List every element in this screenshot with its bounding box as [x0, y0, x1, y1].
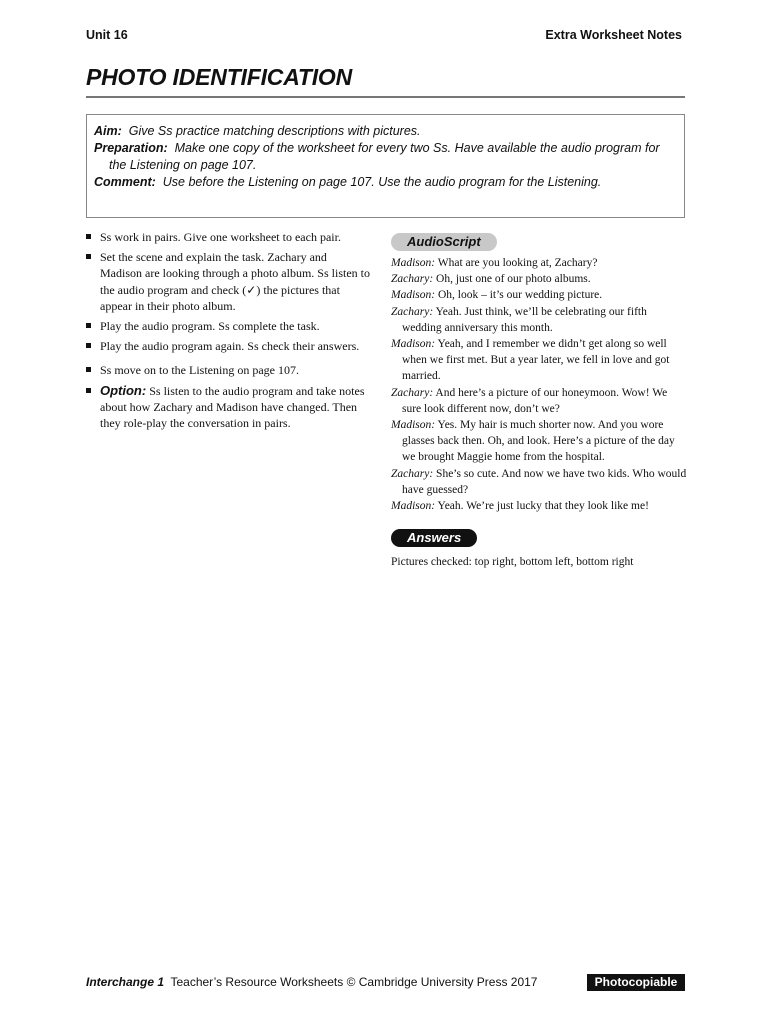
script-text: Yeah. We’re just lucky that they look like me! [437, 500, 649, 513]
script-text: Oh, just one of our photo albums. [436, 273, 591, 286]
script-line [391, 336, 687, 385]
procedure-text: Ss move on to the Listening on page 107. [100, 363, 299, 378]
script-line [391, 417, 687, 466]
procedure-text: Play the audio program again. Ss check their answers. [100, 339, 360, 354]
speaker-name: Zachary: [391, 467, 434, 480]
procedure-text: Set the scene and explain the task. Zachary and Madison are looking through a photo album. Ss listen to the audio program and check (✓) the pictures that appear in their photo album. [100, 250, 370, 313]
preparation-label: Preparation: [94, 141, 168, 155]
script-text: What are you looking at, Zachary? [437, 257, 598, 269]
speaker-name: Madison: [391, 419, 436, 432]
option-label: Option: [100, 382, 147, 398]
bullet-square-icon [86, 343, 91, 348]
footer-credit [86, 975, 537, 989]
footer-brand: Interchange 1 [86, 975, 165, 989]
answers-text: Pictures checked: top right, bottom left, bottom right [391, 556, 634, 569]
comment-row [94, 174, 677, 191]
script-line [391, 271, 687, 287]
speaker-name: Zachary: [391, 305, 434, 318]
script-line [391, 287, 687, 303]
preparation-row [94, 140, 677, 174]
aim-row [94, 123, 677, 140]
procedure-list [86, 229, 371, 435]
section-label: Extra Worksheet Notes [545, 28, 682, 42]
speaker-name: Madison: [391, 500, 436, 513]
procedure-text: Ss work in pairs. Give one worksheet to each pair. [100, 230, 341, 244]
page-title: PHOTO IDENTIFICATION [86, 64, 353, 90]
info-box [86, 114, 685, 218]
photocopiable-badge: Photocopiable [587, 974, 685, 991]
procedure-item [86, 338, 371, 354]
script-line [391, 466, 687, 498]
bullet-square-icon [86, 388, 91, 393]
audioscript-heading: AudioScript [391, 233, 497, 251]
bullet-square-icon [86, 367, 91, 372]
aim-text: Give Ss practice matching descriptions with pictures. [128, 124, 421, 138]
script-text: Yeah, and I remember we didn’t get along so well when we first met. But a year later, we fell in love and got married. [402, 338, 670, 383]
title-divider [86, 96, 685, 98]
procedure-item [86, 229, 371, 245]
procedure-text: Ss listen to the audio program and take notes about how Zachary and Madison have changed. Then they role-play the conversation in pairs. [100, 383, 365, 431]
bullet-square-icon [86, 254, 91, 259]
footer-text: Teacher’s Resource Worksheets © Cambridge University Press 2017 [170, 975, 538, 989]
speaker-name: Zachary: [391, 386, 434, 399]
procedure-item-option [86, 383, 371, 432]
script-text: Yeah. Just think, we’ll be celebrating our fifth wedding anniversary this month. [402, 305, 647, 334]
script-text: She’s so cute. And now we have two kids. Who would have guessed? [402, 467, 687, 496]
unit-label: Unit 16 [86, 28, 128, 42]
script-line [391, 385, 687, 417]
script-line [391, 498, 687, 514]
script-text: Oh, look – it’s our wedding picture. [437, 289, 603, 302]
script-text: Yes. My hair is much shorter now. And you wore glasses back then. Oh, and look. Here’s a picture of the day we brought Maggie home from the hospital. [402, 419, 675, 464]
procedure-text: Play the audio program. Ss complete the task. [100, 319, 320, 334]
answers-heading: Answers [391, 529, 477, 547]
aim-label: Aim: [94, 124, 122, 138]
comment-text: Use before the Listening on page 107. Use the audio program for the Listening. [162, 175, 602, 189]
bullet-square-icon [86, 323, 91, 328]
bullet-square-icon [86, 234, 91, 239]
script-text: And here’s a picture of our honeymoon. Wow! We sure look different now, don’t we? [402, 386, 668, 415]
script-line [391, 255, 687, 271]
speaker-name: Madison: [391, 338, 436, 351]
speaker-name: Madison: [391, 257, 436, 269]
speaker-name: Madison: [391, 289, 436, 302]
procedure-item [86, 362, 371, 378]
comment-label: Comment: [94, 175, 156, 189]
procedure-item [86, 249, 371, 314]
procedure-item [86, 318, 371, 334]
speaker-name: Zachary: [391, 273, 434, 286]
right-column [391, 233, 687, 570]
audioscript-body [391, 255, 687, 514]
script-line [391, 304, 687, 336]
preparation-text: Make one copy of the worksheet for every two Ss. Have available the audio program for the Listening on page 107. [109, 141, 660, 172]
